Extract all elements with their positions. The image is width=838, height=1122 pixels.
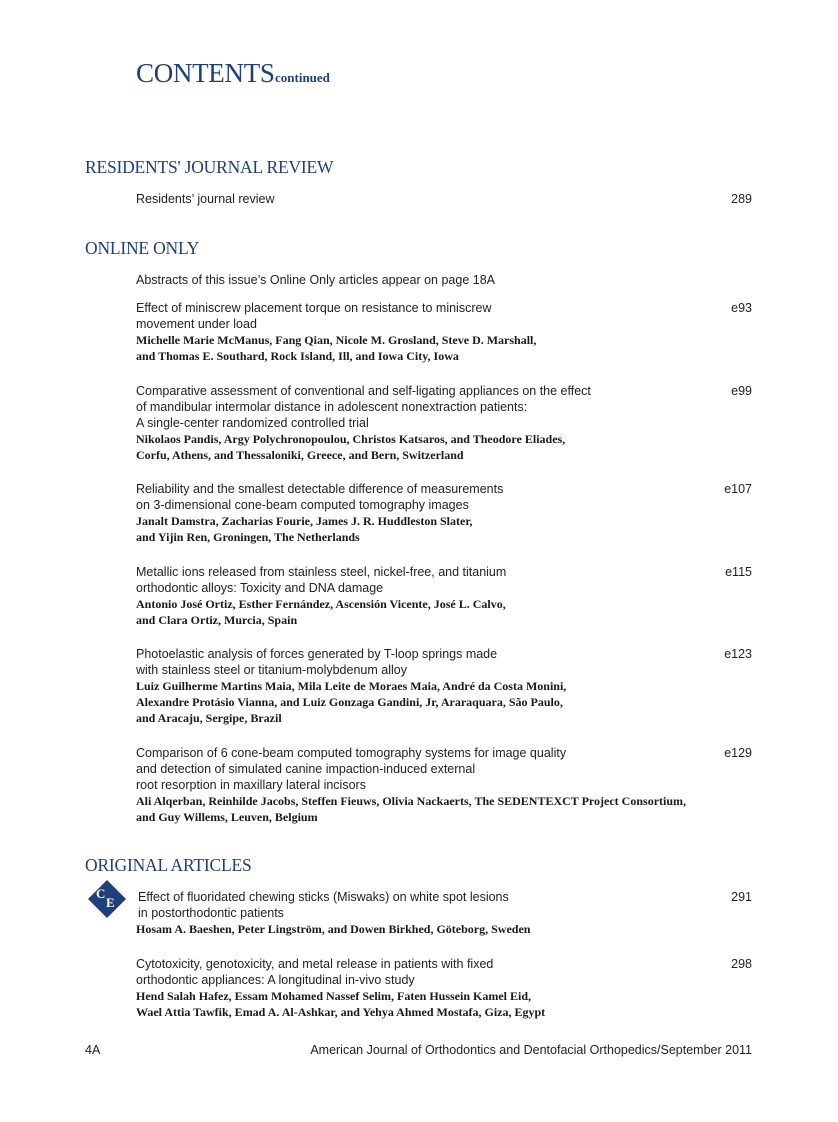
entry-authors-line: Antonio José Ortiz, Esther Fernández, Ascensión Vicente, José L. Calvo, [136,597,506,611]
toc-entry[interactable] [136,745,776,825]
entry-title-line: on 3-dimensional cone-beam computed tomography images [136,498,469,512]
entry-title: Residents’ journal review [136,192,275,206]
entry-authors-line: and Yijin Ren, Groningen, The Netherlands [136,530,360,544]
section-heading-residents: RESIDENTS' JOURNAL REVIEW [85,157,334,177]
entry-page-number: 289 [731,192,752,206]
page-subtitle: continued [275,70,330,85]
entry-authors-line: Wael Attia Tawfik, Emad A. Al-Ashkar, and Yehya Ahmed Mostafa, Giza, Egypt [136,1005,546,1019]
toc-entry[interactable] [136,300,776,364]
toc-entry[interactable] [136,956,776,1020]
toc-entry[interactable] [136,481,776,545]
toc-entry-authors [136,921,776,937]
entry-page-number: e107 [724,482,752,496]
entry-authors-line: Michelle Marie McManus, Fang Qian, Nicole M. Grosland, Steve D. Marshall, [136,333,537,347]
entry-title-line: A single-center randomized controlled trial [136,416,369,430]
entry-authors-line: Alexandre Protásio Vianna, and Luiz Gonzaga Gandini, Jr, Araraquara, São Paulo, [136,695,563,709]
entry-title-line: of mandibular intermolar distance in adolescent nonextraction patients: [136,400,528,414]
entry-page-number: 291 [731,890,752,904]
entry-title-line: Effect of fluoridated chewing sticks (Miswaks) on white spot lesions [138,890,509,904]
entry-authors-line: Hosam A. Baeshen, Peter Lingström, and Dowen Birkhed, Göteborg, Sweden [136,922,531,936]
entry-authors-line: Corfu, Athens, and Thessaloniki, Greece, and Bern, Switzerland [136,448,464,462]
online-note: Abstracts of this issue’s Online Only articles appear on page 18A [136,273,495,287]
section-heading-online: ONLINE ONLY [85,238,200,258]
entry-authors-line: Janalt Damstra, Zacharias Fourie, James J. R. Huddleston Slater, [136,514,473,528]
entry-authors-line: and Aracaju, Sergipe, Brazil [136,711,282,725]
entry-page-number: e115 [725,565,752,579]
toc-entry[interactable] [136,383,776,463]
section-note [136,272,776,288]
entry-authors-line: and Clara Ortiz, Murcia, Spain [136,613,298,627]
ce-badge-icon [87,879,127,919]
entry-title-line: Reliability and the smallest detectable difference of measurements [136,482,504,496]
entry-title-line: Metallic ions released from stainless steel, nickel-free, and titanium [136,565,507,579]
toc-entry[interactable] [138,889,778,921]
ce-badge-letter-c: C [96,886,106,901]
entry-title-line: Comparative assessment of conventional and self-ligating appliances on the effect [136,384,591,398]
section-heading-original: ORIGINAL ARTICLES [85,855,252,875]
ce-badge-letter-e: E [106,895,115,910]
entry-title-line: in postorthodontic patients [138,906,284,920]
entry-page-number: e123 [724,647,752,661]
entry-title-line: Cytotoxicity, genotoxicity, and metal release in patients with fixed [136,957,494,971]
entry-authors-line: Nikolaos Pandis, Argy Polychronopoulou, Christos Katsaros, and Theodore Eliades, [136,432,566,446]
footer-page-label: 4A [85,1043,101,1057]
entry-page-number: 298 [731,957,752,971]
page-title: CONTENTS [136,58,275,88]
toc-entry[interactable] [136,191,776,207]
toc-entry[interactable] [136,646,776,726]
entry-title-line: root resorption in maxillary lateral incisors [136,778,366,792]
entry-title-line: and detection of simulated canine impaction-induced external [136,762,476,776]
entry-title-line: movement under load [136,317,257,331]
entry-title-line: orthodontic appliances: A longitudinal in-vivo study [136,973,415,987]
footer-journal: American Journal of Orthodontics and Dentofacial Orthopedics/September 2011 [310,1043,752,1057]
entry-title-line: with stainless steel or titanium-molybdenum alloy [136,663,407,677]
entry-authors-line: Ali Alqerban, Reinhilde Jacobs, Steffen Fieuws, Olivia Nackaerts, The SEDENTEXCT Project Consortium, [136,794,687,808]
entry-title-line: Comparison of 6 cone-beam computed tomography systems for image quality [136,746,567,760]
entry-authors-line: and Guy Willems, Leuven, Belgium [136,810,318,824]
entry-authors-line: Luiz Guilherme Martins Maia, Mila Leite de Moraes Maia, André da Costa Monini, [136,679,567,693]
entry-title-line: Effect of miniscrew placement torque on resistance to miniscrew [136,301,492,315]
entry-page-number: e129 [724,746,752,760]
entry-page-number: e93 [731,301,752,315]
entry-page-number: e99 [731,384,752,398]
entry-title-line: orthodontic alloys: Toxicity and DNA damage [136,581,384,595]
toc-entry[interactable] [136,564,776,628]
entry-title-line: Photoelastic analysis of forces generated by T-loop springs made [136,647,498,661]
entry-authors-line: Hend Salah Hafez, Essam Mohamed Nassef Selim, Faten Hussein Kamel Eid, [136,989,532,1003]
entry-authors-line: and Thomas E. Southard, Rock Island, Ill, and Iowa City, Iowa [136,349,459,363]
